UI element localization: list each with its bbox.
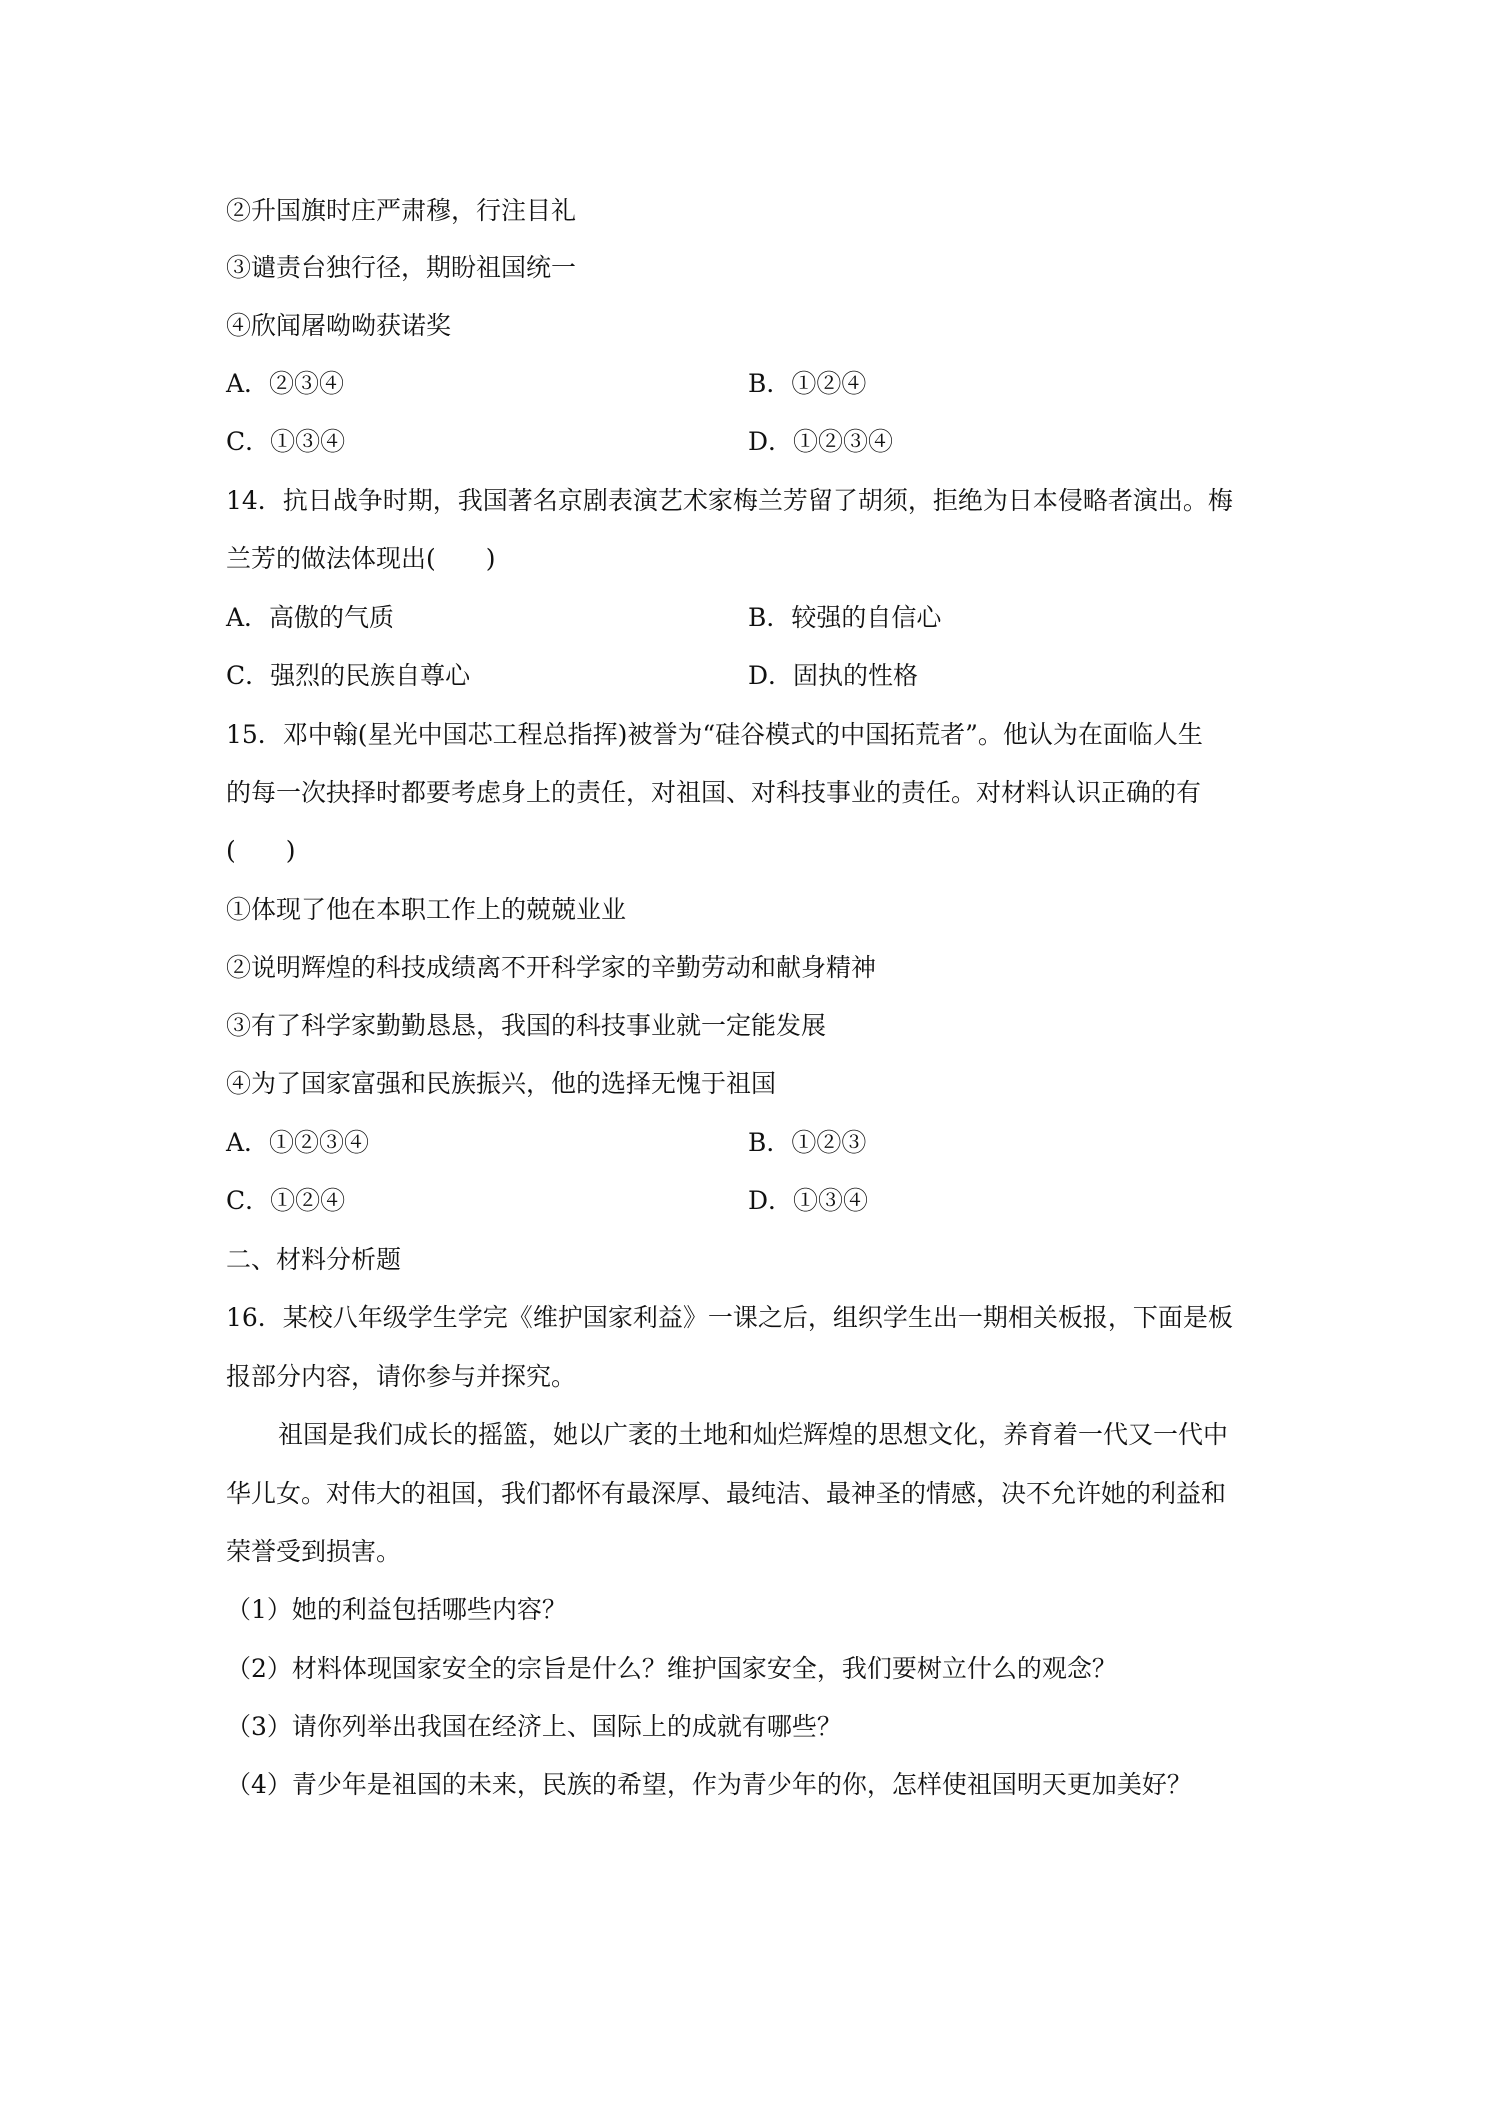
q16-subquestion-3: （3）请你列举出我国在经济上、国际上的成就有哪些？ (226, 1712, 842, 1741)
q16-stem-line-2: 报部分内容，请你参与并探究。 (226, 1362, 577, 1391)
q13-option-b: B．①②④ (748, 369, 867, 398)
q16-material-line-3: 荣誉受到损害。 (226, 1537, 402, 1566)
q16-subquestion-2: （2）材料体现国家安全的宗旨是什么？维护国家安全，我们要树立什么的观念？ (226, 1654, 1117, 1683)
q14-option-a: A．高傲的气质 (226, 603, 395, 632)
q14-option-b: B．较强的自信心 (748, 603, 942, 632)
q13-option-d: D．①②③④ (748, 427, 894, 456)
q15-option-a: A．①②③④ (226, 1128, 370, 1157)
q13-item-2: ②升国旗时庄严肃穆，行注目礼 (226, 196, 577, 225)
q13-option-a: A．②③④ (226, 369, 345, 398)
section-2-title: 二、材料分析题 (226, 1245, 402, 1274)
q14-stem-line-1: 14．抗日战争时期，我国著名京剧表演艺术家梅兰芳留了胡须，拒绝为日本侵略者演出。梅 (226, 486, 1233, 515)
q15-stem-line-3: ( ) (226, 836, 296, 865)
q15-item-3: ③有了科学家勤勤恳恳，我国的科技事业就一定能发展 (226, 1011, 827, 1040)
q15-item-2: ②说明辉煌的科技成绩离不开科学家的辛勤劳动和献身精神 (226, 953, 877, 982)
q16-material-line-1: 祖国是我们成长的摇篮，她以广袤的土地和灿烂辉煌的思想文化，养育着一代又一代中 (278, 1420, 1229, 1449)
q16-material-line-2: 华儿女。对伟大的祖国，我们都怀有最深厚、最纯洁、最神圣的情感，决不允许她的利益和 (226, 1479, 1227, 1508)
q16-subquestion-4: （4）青少年是祖国的未来，民族的希望，作为青少年的你，怎样使祖国明天更加美好？ (226, 1770, 1192, 1799)
q15-item-4: ④为了国家富强和民族振兴，他的选择无愧于祖国 (226, 1069, 777, 1098)
q14-option-d: D．固执的性格 (748, 661, 919, 690)
q15-option-d: D．①③④ (748, 1186, 869, 1215)
q13-item-3: ③谴责台独行径，期盼祖国统一 (226, 253, 577, 282)
q15-stem-line-1: 15．邓中翰(星光中国芯工程总指挥)被誉为“硅谷模式的中国拓荒者”。他认为在面临人生 (226, 720, 1203, 749)
q16-stem-line-1: 16．某校八年级学生学完《维护国家利益》一课之后，组织学生出一期相关板报，下面是板 (226, 1303, 1233, 1332)
q14-stem-line-2: 兰芳的做法体现出( ) (226, 544, 496, 573)
q13-option-c: C．①③④ (226, 427, 346, 456)
q15-item-1: ①体现了他在本职工作上的兢兢业业 (226, 895, 627, 924)
q16-subquestion-1: （1）她的利益包括哪些内容？ (226, 1595, 567, 1624)
q13-item-4: ④欣闻屠呦呦获诺奖 (226, 311, 452, 340)
q15-option-b: B．①②③ (748, 1128, 867, 1157)
q14-option-c: C．强烈的民族自尊心 (226, 661, 471, 690)
q15-option-c: C．①②④ (226, 1186, 346, 1215)
q15-stem-line-2: 的每一次抉择时都要考虑身上的责任，对祖国、对科技事业的责任。对材料认识正确的有 (226, 778, 1202, 807)
